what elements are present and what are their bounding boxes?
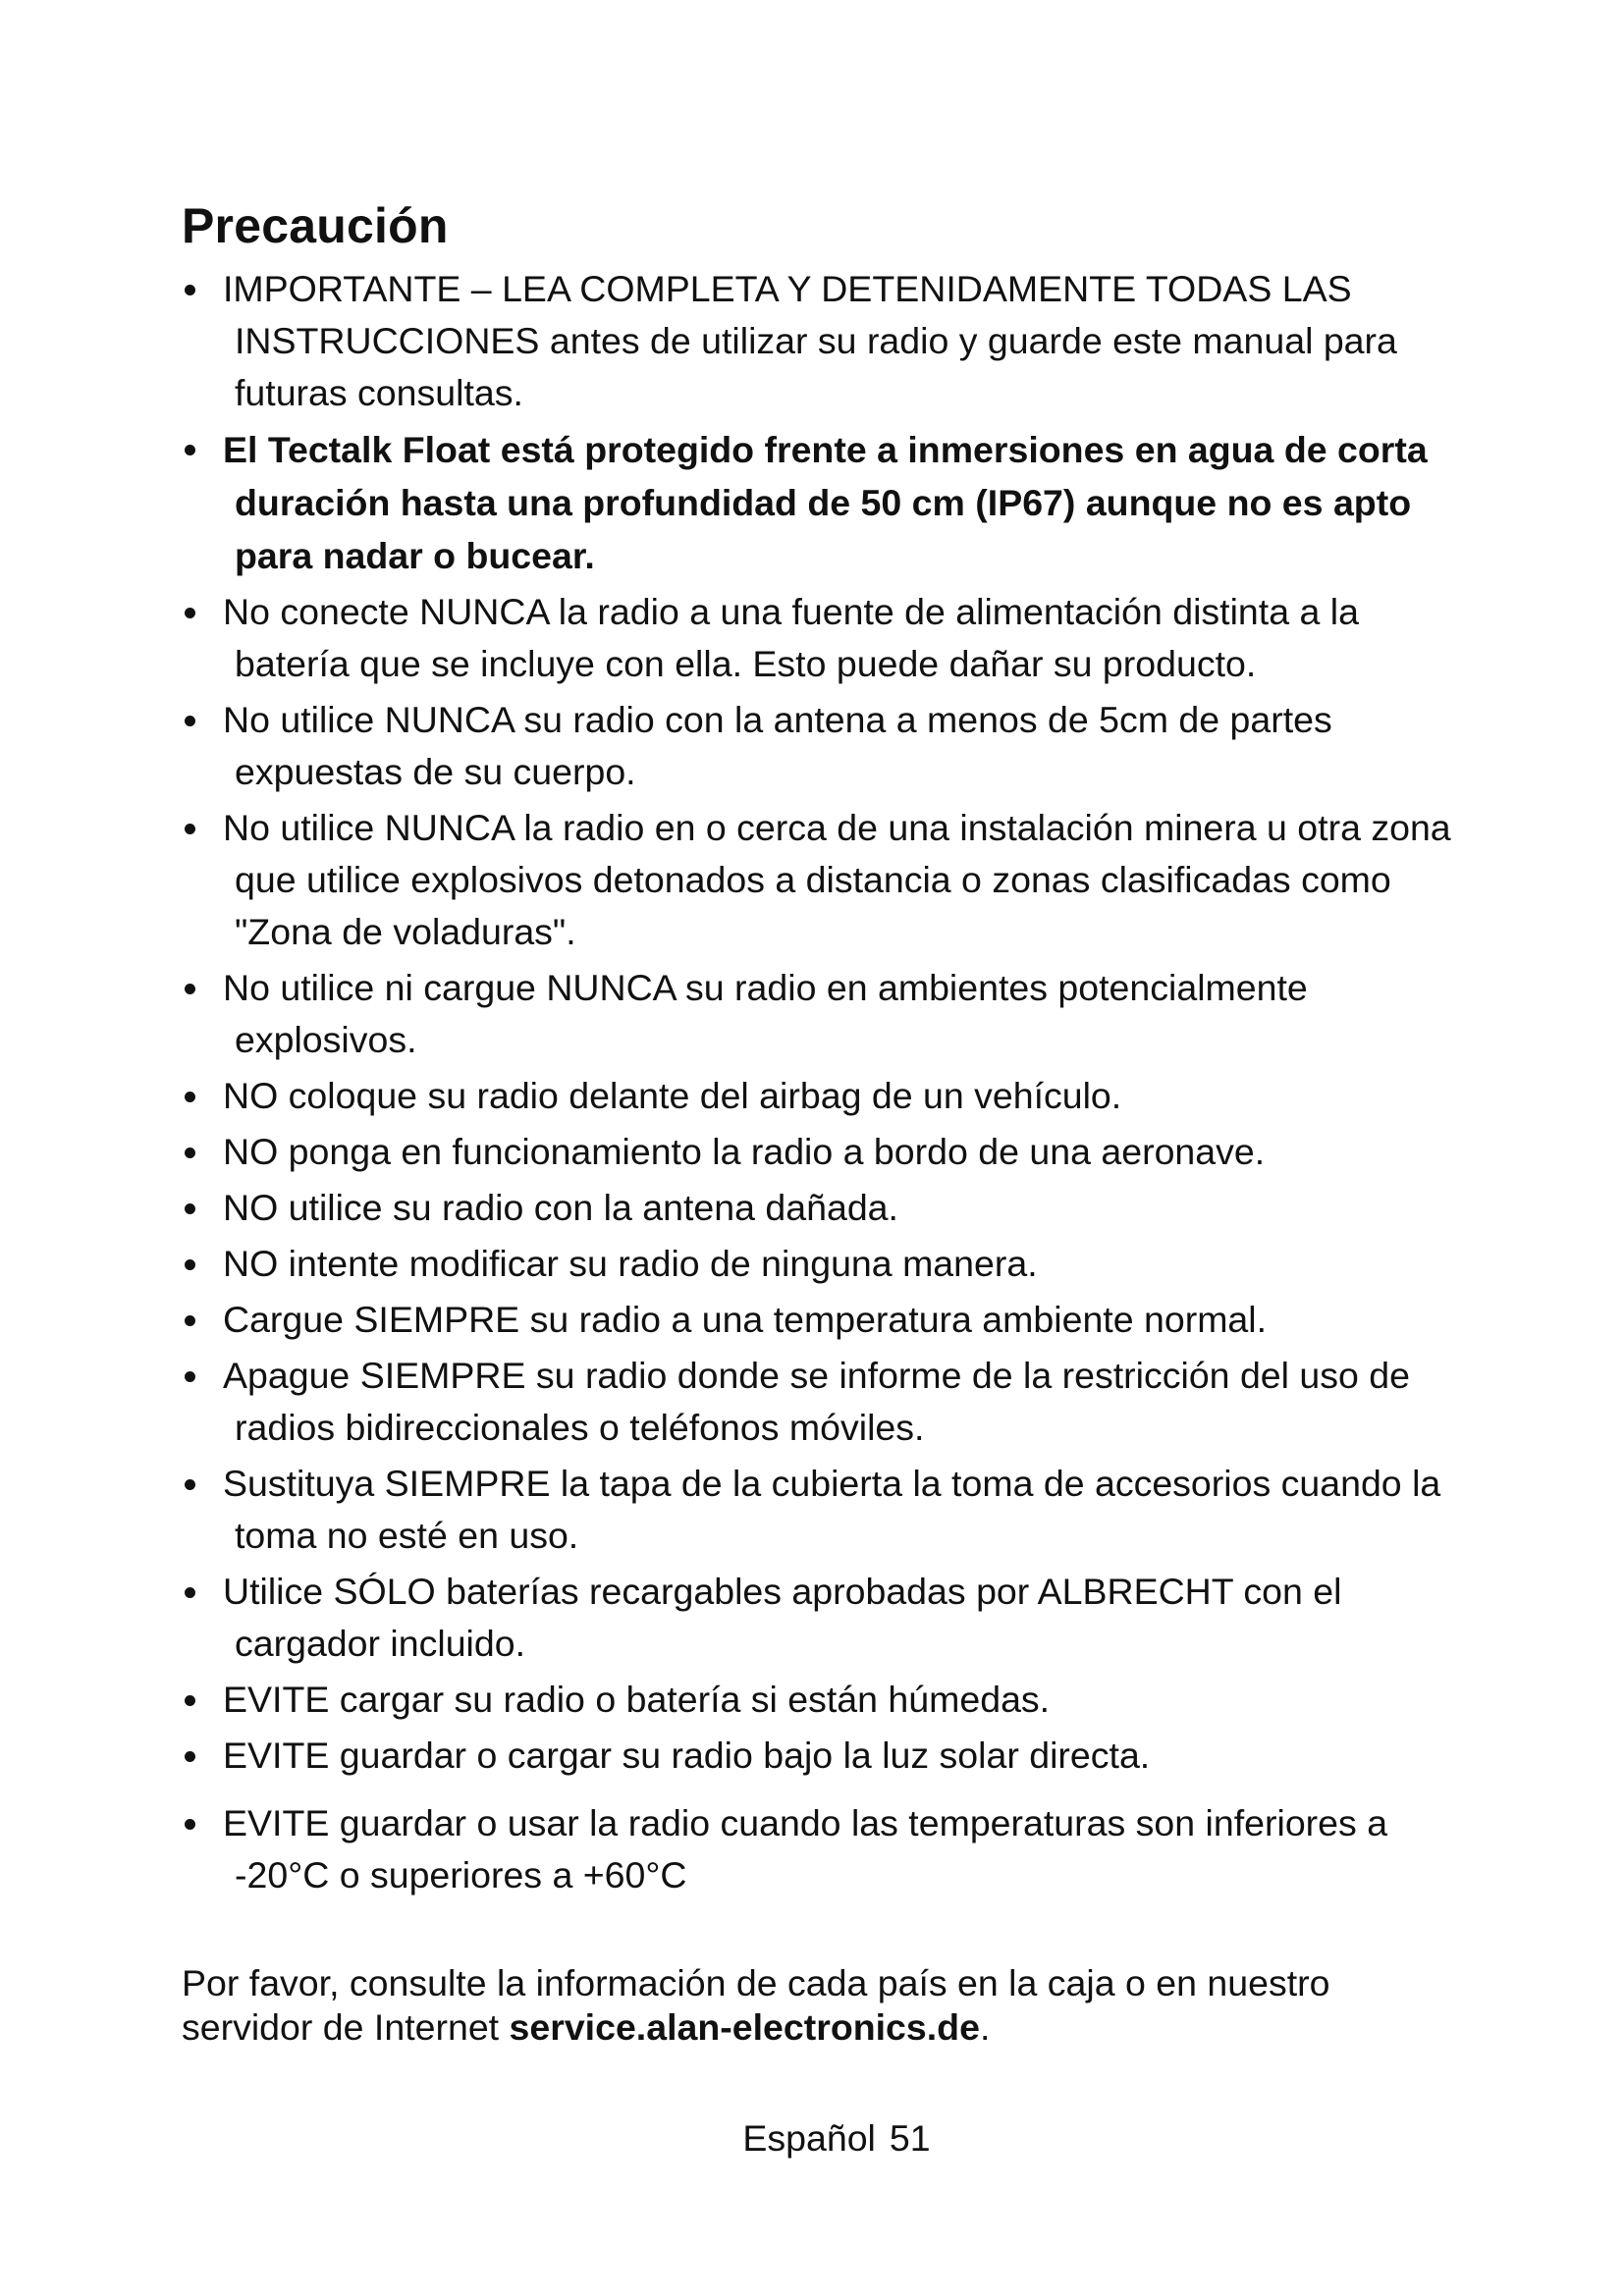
list-item: [182, 1797, 1458, 1901]
list-item: [182, 1126, 1458, 1178]
bullet-icon: [185, 1148, 195, 1158]
list-item-text: EVITE guardar o cargar su radio bajo la luz solar directa.: [223, 1735, 1151, 1776]
list-item: [182, 263, 1458, 419]
list-item: [182, 423, 1458, 582]
list-item-text: EVITE guardar o usar la radio cuando las temperaturas son inferiores a -20°C o superiores a +60°C: [223, 1802, 1388, 1896]
bullet-icon: [185, 1203, 195, 1214]
bullet-icon: [185, 1092, 195, 1102]
list-item-text: No conecte NUNCA la radio a una fuente de alimentación distinta a la batería que se incluye con ella. Esto puede dañar su producto.: [223, 591, 1359, 684]
bullet-icon: [185, 1695, 195, 1706]
bullet-icon: [185, 445, 195, 455]
note-text: Por favor, consulte la información de cada país en la caja o en nuestro servidor de Internet: [182, 1962, 1330, 2048]
bullet-icon: [185, 1315, 195, 1326]
bullet-icon: [185, 824, 195, 834]
list-item: [182, 1566, 1458, 1670]
footer-language: Español: [742, 2117, 876, 2159]
precaution-list: [182, 263, 1458, 1905]
bullet-icon: [185, 1819, 195, 1830]
bullet-icon: [185, 1751, 195, 1762]
service-url: service.alan-electronics.de: [509, 2006, 980, 2048]
list-item-text: Sustituya SIEMPRE la tapa de la cubierta la toma de accesorios cuando la toma no esté en uso.: [223, 1463, 1441, 1556]
bullet-icon: [185, 1371, 195, 1382]
list-item: [182, 586, 1458, 690]
list-item-text: El Tectalk Float está protegido frente a inmersiones en agua de corta duración hasta una profundidad de 50 cm (IP67) aunque no es apto para nadar o bucear.: [223, 429, 1428, 576]
list-item: [182, 1350, 1458, 1454]
list-item: [182, 1182, 1458, 1234]
list-item-text: NO coloque su radio delante del airbag de un vehículo.: [223, 1075, 1122, 1116]
note-suffix: .: [979, 2006, 991, 2048]
list-item-text: No utilice NUNCA su radio con la antena a menos de 5cm de partes expuestas de su cuerpo.: [223, 699, 1332, 792]
list-item: [182, 962, 1458, 1066]
list-item: [182, 1070, 1458, 1122]
list-item-text: No utilice NUNCA la radio en o cerca de una instalación minera u otra zona que utilice explosivos detonados a distancia o zonas clasificadas como "Zona de voladuras".: [223, 807, 1451, 952]
page-number: 51: [889, 2117, 931, 2159]
section-title: Precaución: [182, 198, 449, 253]
list-item-text: Utilice SÓLO baterías recargables aprobadas por ALBRECHT con el cargador incluido.: [223, 1571, 1342, 1664]
list-item: [182, 1730, 1458, 1782]
page-footer: [0, 2116, 1624, 2161]
list-item-text: NO intente modificar su radio de ninguna manera.: [223, 1243, 1038, 1284]
list-item-text: Apague SIEMPRE su radio donde se informe de la restricción del uso de radios bidireccionales o teléfonos móviles.: [223, 1355, 1411, 1448]
list-item: [182, 1294, 1458, 1346]
list-item-text: Cargue SIEMPRE su radio a una temperatura ambiente normal.: [223, 1299, 1268, 1340]
bullet-icon: [185, 608, 195, 618]
bullet-icon: [185, 1587, 195, 1598]
list-item-text: NO ponga en funcionamiento la radio a bordo de una aeronave.: [223, 1131, 1266, 1172]
list-item: [182, 1238, 1458, 1290]
list-item-text: IMPORTANTE – LEA COMPLETA Y DETENIDAMENTE TODAS LAS INSTRUCCIONES antes de utilizar su radio y guarde este manual para futuras consultas.: [223, 268, 1397, 413]
list-item: [182, 802, 1458, 958]
list-item: [182, 1674, 1458, 1726]
bullet-icon: [185, 984, 195, 994]
list-item-text: No utilice ni cargue NUNCA su radio en ambientes potencialmente explosivos.: [223, 967, 1308, 1060]
list-item-text: EVITE cargar su radio o batería si están húmedas.: [223, 1679, 1051, 1720]
country-info-note: [182, 1961, 1458, 2050]
list-item: [182, 1458, 1458, 1562]
bullet-icon: [185, 1259, 195, 1270]
bullet-icon: [185, 285, 195, 295]
list-item-text: NO utilice su radio con la antena dañada.: [223, 1187, 898, 1228]
list-item: [182, 694, 1458, 798]
bullet-icon: [185, 1479, 195, 1490]
bullet-icon: [185, 716, 195, 726]
